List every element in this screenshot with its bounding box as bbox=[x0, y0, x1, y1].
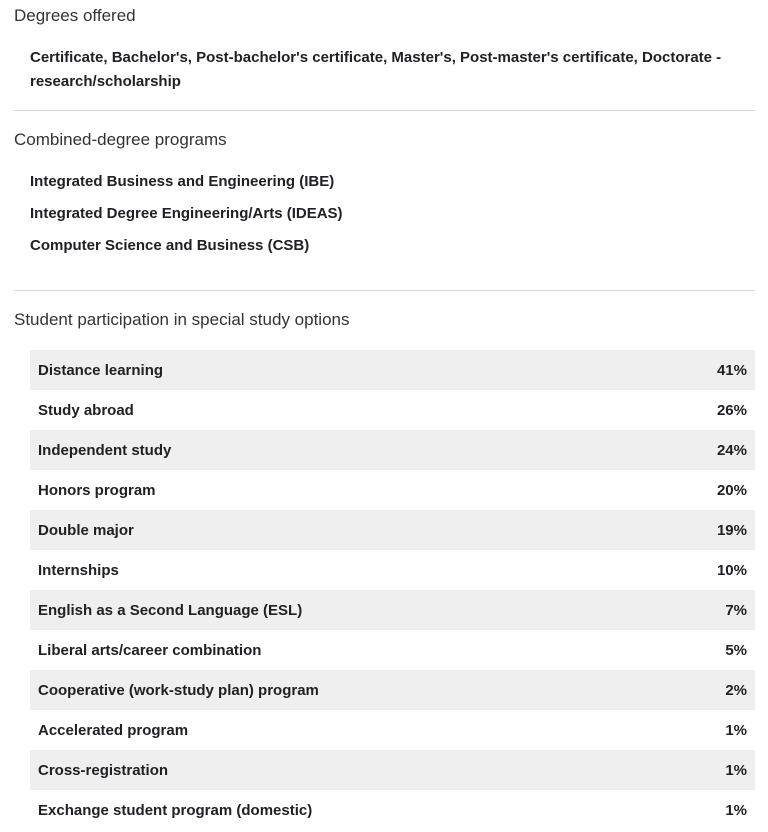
table-row bbox=[30, 710, 755, 750]
option-percent: 1% bbox=[725, 721, 747, 739]
option-percent: 26% bbox=[716, 401, 747, 419]
table-row bbox=[30, 750, 755, 790]
divider-2 bbox=[14, 290, 755, 291]
option-percent: 10% bbox=[716, 561, 747, 579]
option-label: English as a Second Language (ESL) bbox=[38, 601, 303, 619]
participation-title: Student participation in special study options bbox=[14, 310, 350, 329]
option-percent: 2% bbox=[725, 681, 747, 699]
option-percent: 24% bbox=[716, 441, 747, 459]
option-label: Liberal arts/career combination bbox=[38, 641, 262, 659]
option-label: Independent study bbox=[38, 441, 172, 459]
option-label: Double major bbox=[38, 521, 134, 539]
option-percent: 1% bbox=[725, 761, 747, 779]
option-percent: 1% bbox=[725, 801, 747, 819]
combined-title: Combined-degree programs bbox=[14, 130, 227, 149]
table-row bbox=[30, 390, 755, 430]
option-percent: 7% bbox=[725, 601, 747, 619]
table-row bbox=[30, 670, 755, 710]
table-row bbox=[30, 790, 755, 830]
program-item: Integrated Business and Engineering (IBE) bbox=[30, 173, 335, 190]
option-label: Cooperative (work-study plan) program bbox=[38, 681, 319, 699]
participation-section bbox=[14, 310, 755, 330]
degrees-list: Certificate, Bachelor's, Post-bachelor's certificate, Master's, Post-master's certificate, Doctorate - research/scholarship bbox=[30, 49, 722, 90]
table-row bbox=[30, 630, 755, 670]
option-label: Cross-registration bbox=[38, 761, 169, 779]
combined-section bbox=[14, 130, 755, 270]
option-label: Honors program bbox=[38, 481, 156, 499]
option-percent: 19% bbox=[716, 521, 747, 539]
program-item: Computer Science and Business (CSB) bbox=[30, 237, 310, 254]
table-row bbox=[30, 350, 755, 390]
option-label: Internships bbox=[38, 561, 119, 579]
table-row bbox=[30, 430, 755, 470]
table-row bbox=[30, 590, 755, 630]
option-percent: 5% bbox=[725, 641, 747, 659]
table-row bbox=[30, 550, 755, 590]
program-item: Integrated Degree Engineering/Arts (IDEAS) bbox=[30, 205, 343, 222]
option-label: Accelerated program bbox=[38, 721, 189, 739]
degrees-title: Degrees offered bbox=[14, 6, 136, 25]
participation-table bbox=[30, 350, 755, 830]
table-row bbox=[30, 510, 755, 550]
option-percent: 41% bbox=[716, 361, 747, 379]
divider-1 bbox=[14, 110, 755, 111]
option-percent: 20% bbox=[716, 481, 747, 499]
option-label: Distance learning bbox=[38, 361, 164, 379]
table-row bbox=[30, 470, 755, 510]
option-label: Study abroad bbox=[38, 401, 134, 419]
degrees-section bbox=[14, 6, 755, 106]
option-label: Exchange student program (domestic) bbox=[38, 801, 313, 819]
